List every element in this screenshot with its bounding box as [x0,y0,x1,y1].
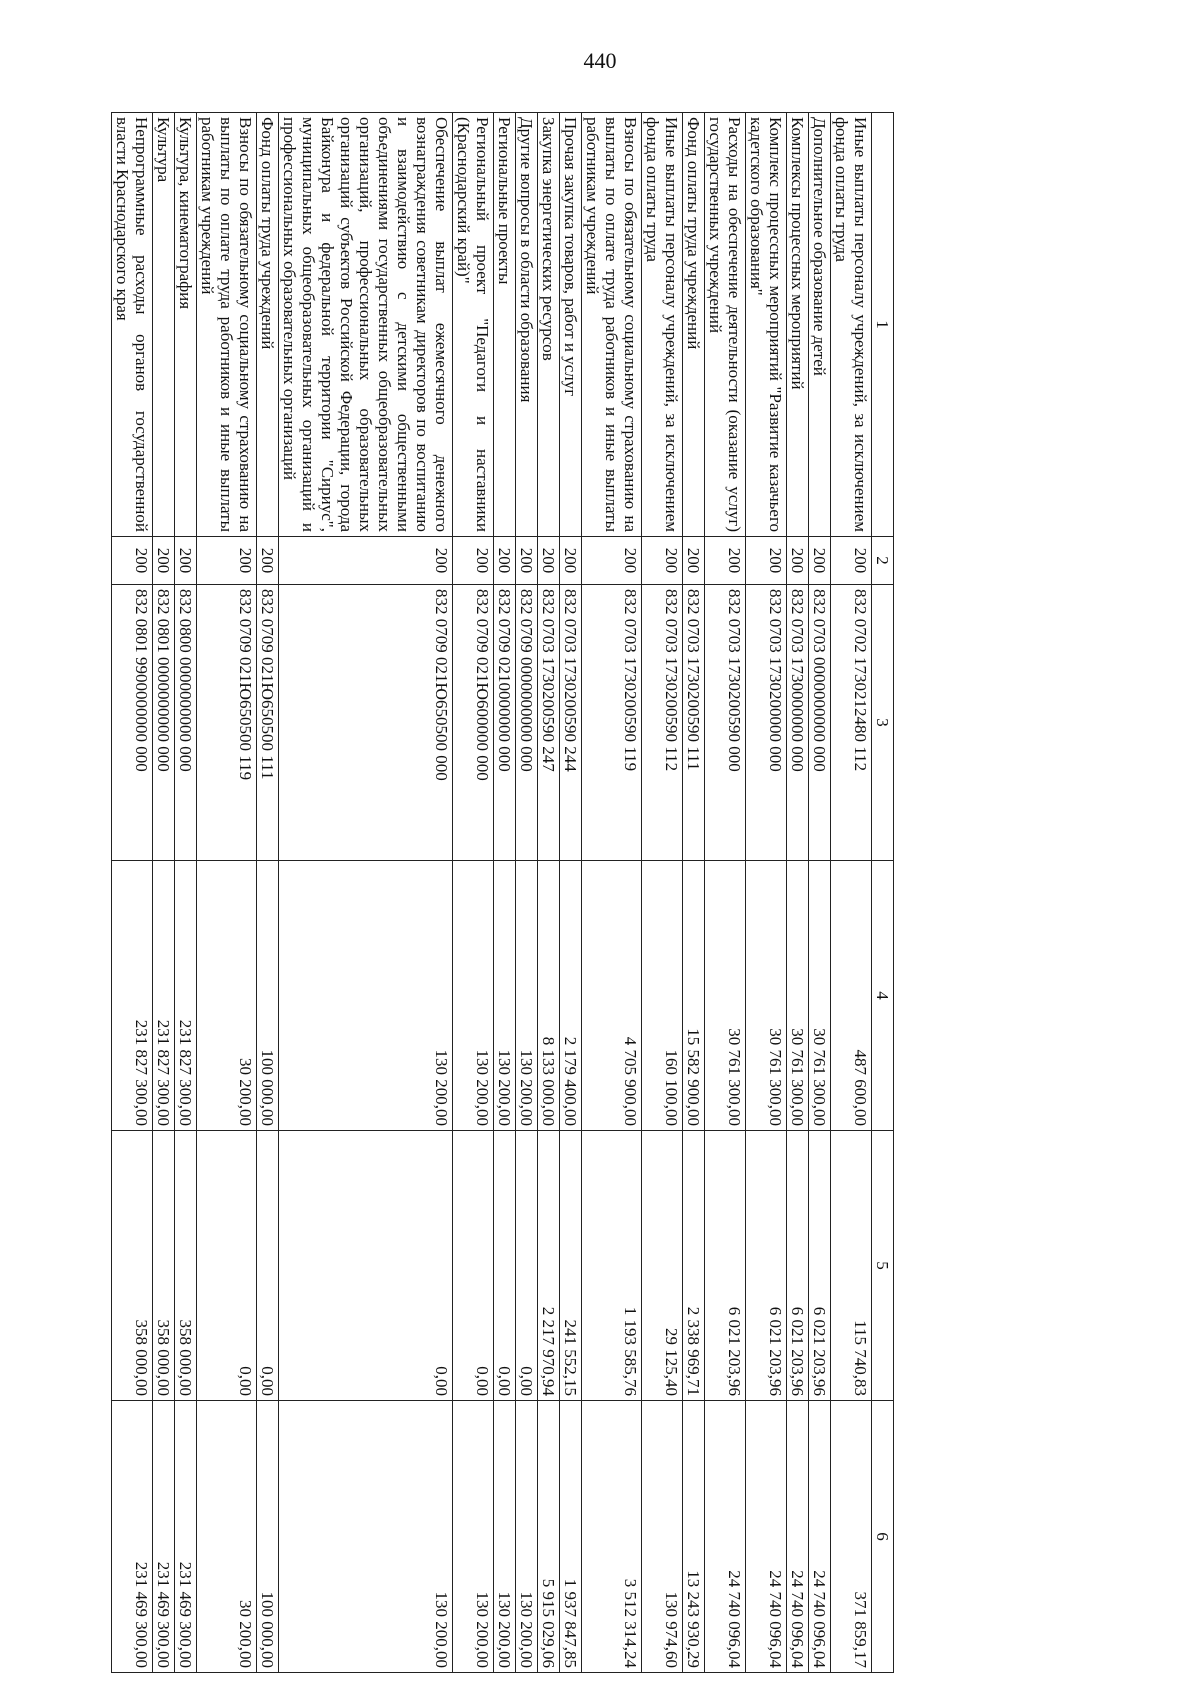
row-col2-cell: 200 [279,537,453,585]
table-row [453,113,494,1673]
row-amount-planned-cell: 4 705 900,00 [582,861,642,1131]
table-row [279,113,453,1673]
table-row [560,113,582,1673]
row-code-cell: 832 0703 1730000000 000 [787,585,809,861]
row-amount-remaining-cell: 3 512 314,24 [582,1401,642,1673]
row-amount-executed-cell: 29 125,40 [642,1131,683,1401]
row-amount-remaining-cell: 130 200,00 [279,1401,453,1673]
row-amount-remaining-cell: 1 937 847,85 [560,1401,582,1673]
row-amount-executed-cell: 241 552,15 [560,1131,582,1401]
row-amount-planned-cell: 487 600,00 [831,861,872,1131]
row-amount-executed-cell: 1 193 585,76 [582,1131,642,1401]
row-name-cell: Комплекс процессных мероприятий "Развитие казачьего кадетского образования" [746,113,787,537]
row-amount-remaining-cell: 130 974,60 [642,1401,683,1673]
row-code-cell: 832 0703 1730200590 244 [560,585,582,861]
row-name-cell: Комплексы процессных мероприятий [787,113,809,537]
table-row [516,113,538,1673]
row-amount-planned-cell: 15 582 900,00 [683,861,705,1131]
row-amount-executed-cell: 0,00 [453,1131,494,1401]
row-amount-remaining-cell: 130 200,00 [453,1401,494,1673]
table-row [809,113,831,1673]
row-name-cell: Обеспечение выплат ежемесячного денежного вознаграждения советникам директоров по воспитанию и взаимодействию с детскими общественными объединениями государственных общеобразовательных организаций, профессиональных образовательных организаций субъектов Российской Федерации, города Байконура и федеральной территории "Сириус", муниципальных общеобразовательных организаций и профессиональных образовательных организаций [279,113,453,537]
row-code-cell: 832 0703 1730200000 000 [746,585,787,861]
table-row [494,113,516,1673]
row-name-cell: Иные выплаты персоналу учреждений, за исключением фонда оплаты труда [642,113,683,537]
row-amount-executed-cell: 0,00 [516,1131,538,1401]
row-amount-executed-cell: 2 338 969,71 [683,1131,705,1401]
row-code-cell: 832 0703 1730200590 111 [683,585,705,861]
row-name-cell: Другие вопросы в области образования [516,113,538,537]
row-amount-planned-cell: 231 827 300,00 [175,861,197,1131]
row-code-cell: 832 0800 0000000000 000 [175,585,197,861]
table-row [787,113,809,1673]
row-amount-planned-cell: 30 761 300,00 [746,861,787,1131]
row-amount-remaining-cell: 231 469 300,00 [112,1401,153,1673]
row-amount-executed-cell: 0,00 [494,1131,516,1401]
row-code-cell: 832 0709 0210000000 000 [494,585,516,861]
row-code-cell: 832 0709 021Ю650500 119 [197,585,257,861]
row-col2-cell: 200 [153,537,175,585]
row-name-cell: Региональный проект "Педагоги и наставники (Краснодарский край)" [453,113,494,537]
row-col2-cell: 200 [787,537,809,585]
row-amount-planned-cell: 30 761 300,00 [809,861,831,1131]
header-cell: 3 [872,585,894,861]
table-row [582,113,642,1673]
row-amount-planned-cell: 30 200,00 [197,861,257,1131]
table-row [197,113,257,1673]
row-code-cell: 832 0703 1730200590 000 [705,585,746,861]
row-amount-executed-cell: 0,00 [279,1131,453,1401]
table-row [831,113,872,1673]
row-amount-remaining-cell: 231 469 300,00 [175,1401,197,1673]
row-col2-cell: 200 [683,537,705,585]
row-amount-planned-cell: 8 133 000,00 [538,861,560,1131]
row-name-cell: Дополнительное образование детей [809,113,831,537]
row-name-cell: Фонд оплаты труда учреждений [683,113,705,537]
row-col2-cell: 200 [705,537,746,585]
header-row [872,113,894,1673]
row-amount-remaining-cell: 5 915 029,06 [538,1401,560,1673]
row-code-cell: 832 0703 1730200590 112 [642,585,683,861]
row-amount-executed-cell: 2 217 970,94 [538,1131,560,1401]
row-code-cell: 832 0703 1730200590 119 [582,585,642,861]
page-number: 440 [583,48,617,73]
row-name-cell: Культура [153,113,175,537]
row-col2-cell: 200 [494,537,516,585]
row-name-cell: Расходы на обеспечение деятельности (оказание услуг) государственных учреждений [705,113,746,537]
row-amount-remaining-cell: 100 000,00 [257,1401,279,1673]
table-row [705,113,746,1673]
row-amount-planned-cell: 130 200,00 [279,861,453,1131]
table-row [683,113,705,1673]
row-col2-cell: 200 [809,537,831,585]
row-code-cell: 832 0709 021Ю600000 000 [453,585,494,861]
row-amount-remaining-cell: 24 740 096,04 [705,1401,746,1673]
table-row [642,113,683,1673]
row-col2-cell: 200 [538,537,560,585]
row-name-cell: Закупка энергетических ресурсов [538,113,560,537]
row-amount-remaining-cell: 24 740 096,04 [809,1401,831,1673]
row-col2-cell: 200 [582,537,642,585]
row-col2-cell: 200 [453,537,494,585]
row-name-cell: Фонд оплаты труда учреждений [257,113,279,537]
row-amount-planned-cell: 231 827 300,00 [112,861,153,1131]
header-cell: 5 [872,1131,894,1401]
row-col2-cell: 200 [642,537,683,585]
row-amount-remaining-cell: 30 200,00 [197,1401,257,1673]
row-col2-cell: 200 [197,537,257,585]
row-amount-executed-cell: 0,00 [257,1131,279,1401]
row-amount-executed-cell: 358 000,00 [153,1131,175,1401]
header-cell: 1 [872,113,894,537]
row-name-cell: Непрограммные расходы органов государственной власти Краснодарского края [112,113,153,537]
row-amount-remaining-cell: 130 200,00 [494,1401,516,1673]
row-code-cell: 832 0703 1730200590 247 [538,585,560,861]
table-row [257,113,279,1673]
header-cell: 6 [872,1401,894,1673]
row-amount-remaining-cell: 13 243 930,29 [683,1401,705,1673]
row-amount-planned-cell: 30 761 300,00 [787,861,809,1131]
budget-table [111,112,894,1673]
row-amount-planned-cell: 130 200,00 [516,861,538,1131]
row-code-cell: 832 0801 0000000000 000 [153,585,175,861]
row-code-cell: 832 0801 9900000000 000 [112,585,153,861]
row-amount-remaining-cell: 371 859,17 [831,1401,872,1673]
row-amount-planned-cell: 30 761 300,00 [705,861,746,1131]
header-cell: 2 [872,537,894,585]
row-col2-cell: 200 [560,537,582,585]
row-amount-executed-cell: 358 000,00 [112,1131,153,1401]
row-code-cell: 832 0702 1730212480 112 [831,585,872,861]
row-amount-executed-cell: 358 000,00 [175,1131,197,1401]
row-amount-remaining-cell: 24 740 096,04 [746,1401,787,1673]
row-code-cell: 832 0709 021Ю650500 000 [279,585,453,861]
row-col2-cell: 200 [746,537,787,585]
row-col2-cell: 200 [257,537,279,585]
row-code-cell: 832 0703 0000000000 000 [809,585,831,861]
row-name-cell: Региональные проекты [494,113,516,537]
row-amount-planned-cell: 130 200,00 [453,861,494,1131]
row-amount-remaining-cell: 24 740 096,04 [787,1401,809,1673]
row-amount-executed-cell: 6 021 203,96 [787,1131,809,1401]
row-code-cell: 832 0709 0000000000 000 [516,585,538,861]
table-row [175,113,197,1673]
row-col2-cell: 200 [175,537,197,585]
table-row [112,113,153,1673]
row-name-cell: Прочая закупка товаров, работ и услуг [560,113,582,537]
row-name-cell: Взносы по обязательному социальному страхованию на выплаты по оплате труда работников и иные выплаты работникам учреждений [582,113,642,537]
row-name-cell: Взносы по обязательному социальному страхованию на выплаты по оплате труда работников и иные выплаты работникам учреждений [197,113,257,537]
row-amount-executed-cell: 6 021 203,96 [809,1131,831,1401]
header-cell: 4 [872,861,894,1131]
table-row [746,113,787,1673]
row-amount-remaining-cell: 231 469 300,00 [153,1401,175,1673]
row-col2-cell: 200 [516,537,538,585]
row-amount-executed-cell: 115 740,83 [831,1131,872,1401]
row-amount-planned-cell: 160 100,00 [642,861,683,1131]
table-row [153,113,175,1673]
row-amount-planned-cell: 2 179 400,00 [560,861,582,1131]
row-name-cell: Иные выплаты персоналу учреждений, за исключением фонда оплаты труда [831,113,872,537]
row-col2-cell: 200 [831,537,872,585]
row-amount-planned-cell: 231 827 300,00 [153,861,175,1131]
row-col2-cell: 200 [112,537,153,585]
table-row [538,113,560,1673]
row-amount-executed-cell: 6 021 203,96 [746,1131,787,1401]
rotated-table-container [113,112,894,1672]
row-amount-planned-cell: 100 000,00 [257,861,279,1131]
row-amount-executed-cell: 0,00 [197,1131,257,1401]
row-amount-executed-cell: 6 021 203,96 [705,1131,746,1401]
row-name-cell: Культура, кинематография [175,113,197,537]
row-code-cell: 832 0709 021Ю650500 111 [257,585,279,861]
row-amount-remaining-cell: 130 200,00 [516,1401,538,1673]
row-amount-planned-cell: 130 200,00 [494,861,516,1131]
